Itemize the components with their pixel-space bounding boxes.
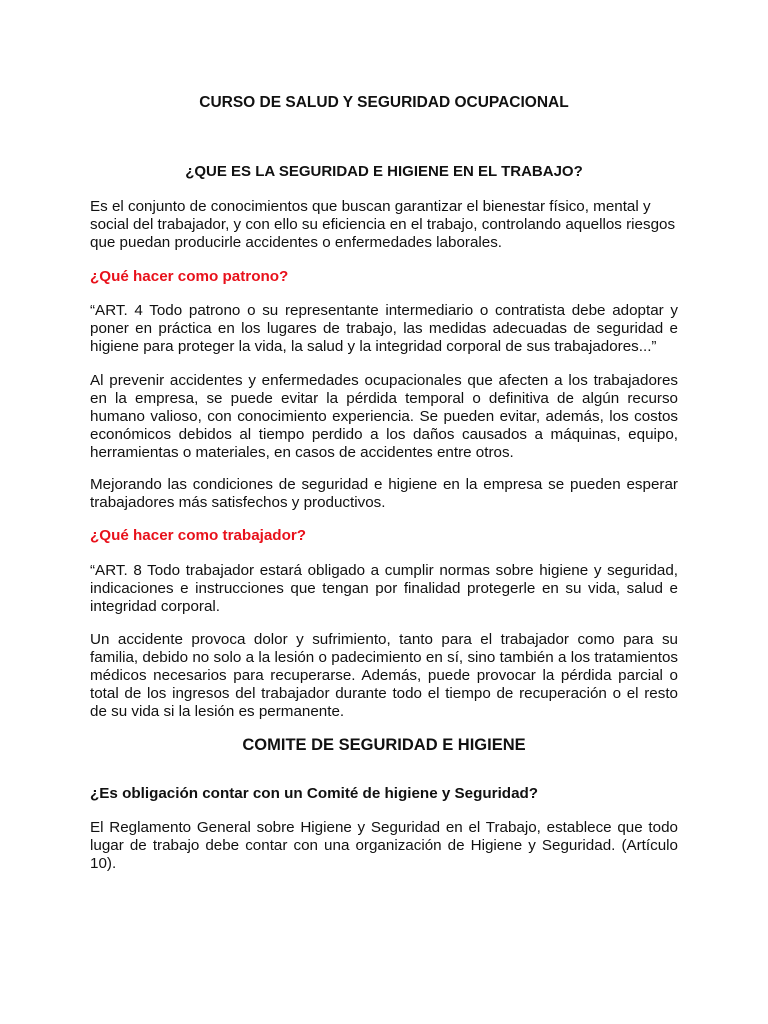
subtitle: ¿QUE ES LA SEGURIDAD E HIGIENE EN EL TRABAJO? [185, 163, 583, 180]
employer-heading: ¿Qué hacer como patrono? [90, 268, 289, 285]
improvement-paragraph: Mejorando las condiciones de seguridad e higiene en la empresa se pueden esperar trabajadores más satisfechos y productivos. [90, 476, 678, 511]
document-page [90, 0, 678, 1024]
accident-paragraph: Un accidente provoca dolor y sufrimiento, tanto para el trabajador como para su familia, debido no solo a la lesión o padecimiento en sí, sino también a los tratamientos médicos necesarios para recuperarse. Además, puede provocar la pérdida parcial o total de los ingresos del trabajador durante todo el tiempo de recuperación o el resto de su vida si la lesión es permanente. [90, 631, 678, 720]
art8-paragraph: “ART. 8 Todo trabajador estará obligado a cumplir normas sobre higiene y seguridad, indicaciones e instrucciones que tengan por finalidad protegerle en su vida, salud e integridad corporal. [90, 562, 678, 615]
prevention-paragraph: Al prevenir accidentes y enfermedades ocupacionales que afecten a los trabajadores en la empresa, se puede evitar la pérdida temporal o definitiva de algún recurso humano valioso, con conocimiento experiencia. Se pueden evitar, además, los costos económicos debidos al tiempo perdido a los daños causados a máquinas, equipo, herramientas o materiales, en casos de accidentes entre otros. [90, 372, 678, 461]
intro-paragraph: Es el conjunto de conocimientos que buscan garantizar el bienestar físico, mental y social del trabajador, y con ello su eficiencia en el trabajo, controlando aquellos riesgos que puedan producirle accidentes o enfermedades laborales. [90, 198, 676, 251]
regulation-paragraph: El Reglamento General sobre Higiene y Seguridad en el Trabajo, establece que todo lugar de trabajo debe contar con una organización de Higiene y Seguridad. (Artículo 10). [90, 819, 678, 872]
art4-paragraph: “ART. 4 Todo patrono o su representante intermediario o contratista debe adoptar y poner en práctica en los lugares de trabajo, las medidas adecuadas de seguridad e higiene para proteger la vida, la salud y la integridad corporal de sus trabajadores...” [90, 302, 678, 355]
committee-title: COMITE DE SEGURIDAD E HIGIENE [242, 736, 526, 754]
main-title: CURSO DE SALUD Y SEGURIDAD OCUPACIONAL [199, 94, 569, 111]
worker-heading: ¿Qué hacer como trabajador? [90, 527, 307, 544]
committee-question: ¿Es obligación contar con un Comité de higiene y Seguridad? [90, 785, 539, 802]
